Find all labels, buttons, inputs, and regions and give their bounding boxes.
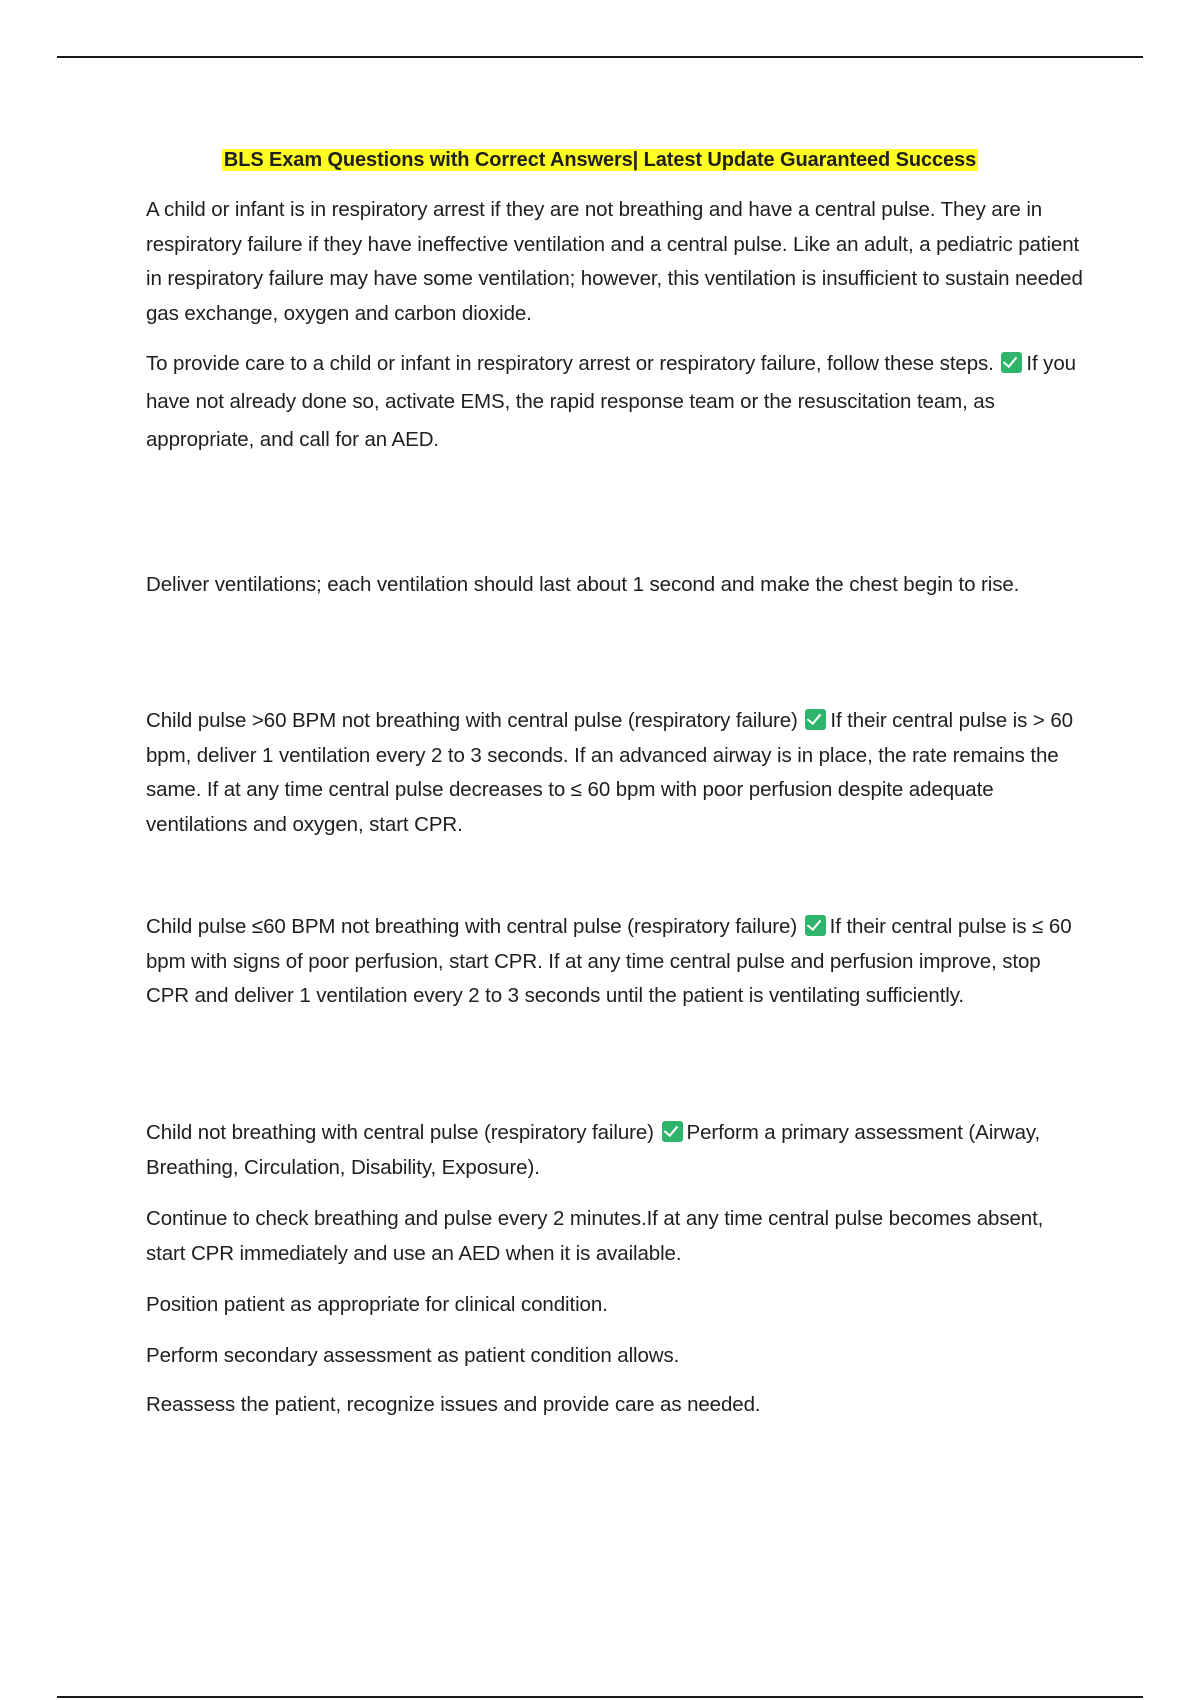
top-rule <box>57 56 1143 58</box>
answer-text: Perform a primary assessment (Airway, Breathing, Circulation, Disability, Exposure). <box>146 1121 1041 1179</box>
answer-text: If you have not already done so, activate EMS, the rapid response team or the resuscitation team, as appropriate, and call for an AED. <box>146 352 1076 451</box>
paragraph-position-patient: Position patient as appropriate for clinical condition. <box>146 1293 608 1316</box>
paragraph-secondary-assessment: Perform secondary assessment as patient condition allows. <box>146 1344 680 1367</box>
check-mark-icon <box>1001 352 1022 373</box>
bottom-rule <box>57 1696 1143 1698</box>
answer-text: If their central pulse is > 60 bpm, deliver 1 ventilation every 2 to 3 seconds. If an advanced airway is in place, the rate remains the same. If at any time central pulse decreases to ≤ 60 bpm with poor perfusion despite adequate ventilations and oxygen, start CPR. <box>146 709 1073 836</box>
check-mark-icon <box>805 709 826 730</box>
paragraph-pulse-above-60 <box>146 704 1086 842</box>
paragraph-ventilations: Deliver ventilations; each ventilation should last about 1 second and make the chest begin to rise. <box>146 573 1020 596</box>
question-text: Child pulse >60 BPM not breathing with central pulse (respiratory failure) <box>146 709 798 732</box>
question-text: Child not breathing with central pulse (respiratory failure) <box>146 1121 654 1144</box>
paragraph-intro: A child or infant is in respiratory arrest if they are not breathing and have a central pulse. They are in respiratory failure if they have ineffective ventilation and a central pulse. Like an adult, a pediatric patient in respiratory failure may have some ventilation; however, this ventilation is insufficient to sustain needed gas exchange, oxygen and carbon dioxide. <box>146 198 1083 325</box>
paragraph-primary-assessment <box>146 1116 1086 1185</box>
title-highlight: BLS Exam Questions with Correct Answers| Latest Update Guaranteed Success <box>223 149 977 171</box>
check-mark-icon <box>805 915 826 936</box>
question-text: To provide care to a child or infant in respiratory arrest or respiratory failure, follow these steps. <box>146 352 994 375</box>
page-title <box>0 146 1200 174</box>
paragraph-steps <box>146 345 1086 459</box>
paragraph-pulse-at-or-below-60 <box>146 910 1086 1014</box>
paragraph-check-breathing: Continue to check breathing and pulse every 2 minutes.If at any time central pulse becomes absent, start CPR immediately and use an AED when it is available. <box>146 1207 1044 1265</box>
paragraph-reassess: Reassess the patient, recognize issues and provide care as needed. <box>146 1393 761 1416</box>
answer-text: If their central pulse is ≤ 60 bpm with signs of poor perfusion, start CPR. If at any time central pulse and perfusion improve, stop CPR and deliver 1 ventilation every 2 to 3 seconds until the patient is ventilating sufficiently. <box>146 915 1072 1007</box>
question-text: Child pulse ≤60 BPM not breathing with central pulse (respiratory failure) <box>146 915 798 938</box>
check-mark-icon <box>662 1121 683 1142</box>
